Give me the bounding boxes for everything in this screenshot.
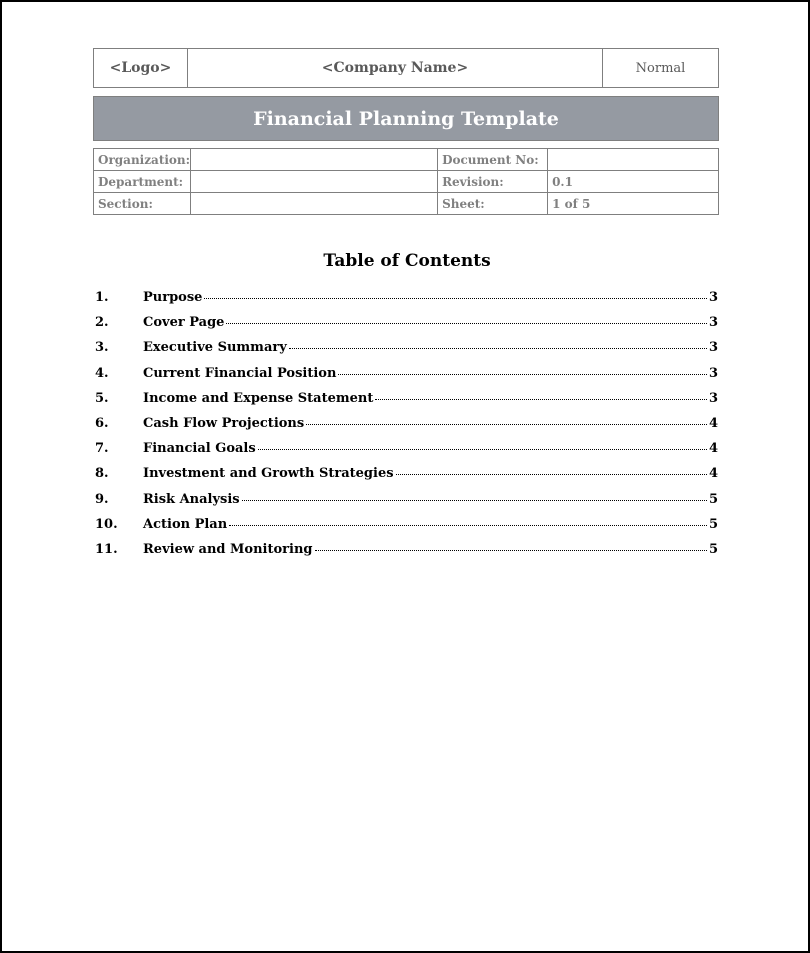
revision-value: 0.1: [548, 171, 719, 193]
toc-item-page: 5: [708, 541, 718, 557]
toc-leader: [204, 298, 707, 299]
info-table: [93, 148, 719, 215]
company-name: <Company Name>: [188, 49, 603, 88]
header-table: [93, 48, 719, 88]
toc-item-number: 5.: [95, 390, 109, 406]
toc-item[interactable]: [95, 517, 718, 542]
toc-item[interactable]: [95, 290, 718, 315]
toc-leader: [242, 500, 707, 501]
toc-item[interactable]: [95, 391, 718, 416]
section-label: Section:: [94, 193, 191, 215]
department-label: Department:: [94, 171, 191, 193]
logo-placeholder: <Logo>: [94, 49, 188, 88]
toc-item-page: 4: [708, 441, 718, 457]
title-banner: [93, 96, 719, 141]
toc-list: [95, 290, 718, 567]
document-no-value: [548, 149, 719, 171]
toc-item[interactable]: [95, 492, 718, 517]
toc-item-page: 3: [708, 365, 718, 381]
toc-leader: [315, 550, 707, 551]
toc-item-page: 3: [708, 340, 718, 356]
info-row: [94, 149, 719, 171]
toc-item-page: 4: [708, 466, 718, 482]
toc-leader: [338, 374, 707, 375]
toc-item-page: 5: [708, 491, 718, 507]
section-value: [191, 193, 438, 215]
toc-leader: [226, 323, 707, 324]
toc-item-number: 4.: [95, 365, 109, 381]
toc-item-number: 3.: [95, 340, 109, 356]
toc-item[interactable]: [95, 466, 718, 491]
toc-item-page: 5: [708, 516, 718, 532]
document-no-label: Document No:: [438, 149, 548, 171]
toc-item-text: Investment and Growth Strategies: [143, 466, 394, 482]
toc-item-number: 1.: [95, 290, 109, 305]
toc-item-number: 9.: [95, 491, 109, 507]
sheet-value: 1 of 5: [548, 193, 719, 215]
toc-item-text: Review and Monitoring: [143, 541, 313, 557]
toc-item-number: 11.: [95, 541, 118, 557]
toc-leader: [396, 474, 707, 475]
document-title: Financial Planning Template: [253, 107, 559, 130]
toc-item[interactable]: [95, 366, 718, 391]
toc-item-number: 2.: [95, 315, 109, 331]
toc-item-number: 10.: [95, 516, 118, 532]
toc-item-page: 3: [708, 290, 718, 305]
info-row: [94, 171, 719, 193]
toc-item-text: Purpose: [143, 290, 203, 305]
toc-item-page: 3: [708, 390, 718, 406]
toc-item-text: Financial Goals: [143, 441, 256, 457]
status-label: Normal: [603, 49, 719, 88]
revision-label: Revision:: [438, 171, 548, 193]
toc-leader: [229, 525, 707, 526]
toc-item[interactable]: [95, 416, 718, 441]
sheet-label: Sheet:: [438, 193, 548, 215]
toc-item[interactable]: [95, 542, 718, 567]
toc-item-text: Current Financial Position: [143, 365, 337, 381]
toc-item-text: Action Plan: [143, 516, 228, 532]
toc-item-number: 6.: [95, 415, 109, 431]
toc-item-text: Risk Analysis: [143, 491, 240, 507]
toc-leader: [258, 449, 707, 450]
toc-item[interactable]: [95, 340, 718, 365]
toc-item-number: 7.: [95, 441, 109, 457]
toc-item-page: 3: [708, 315, 718, 331]
organization-value: [191, 149, 438, 171]
organization-label: Organization:: [94, 149, 191, 171]
toc-title: Table of Contents: [323, 251, 491, 271]
info-row: [94, 193, 719, 215]
toc-item-text: Cover Page: [143, 315, 225, 331]
toc-leader: [289, 348, 707, 349]
department-value: [191, 171, 438, 193]
toc-item-number: 8.: [95, 466, 109, 482]
toc-item[interactable]: [95, 315, 718, 340]
toc-item-page: 4: [708, 415, 718, 431]
toc-item-text: Income and Expense Statement: [143, 390, 374, 406]
toc-leader: [306, 424, 707, 425]
toc-leader: [375, 399, 707, 400]
toc-item-text: Cash Flow Projections: [143, 415, 305, 431]
toc-item-text: Executive Summary: [143, 340, 287, 356]
toc-item[interactable]: [95, 441, 718, 466]
